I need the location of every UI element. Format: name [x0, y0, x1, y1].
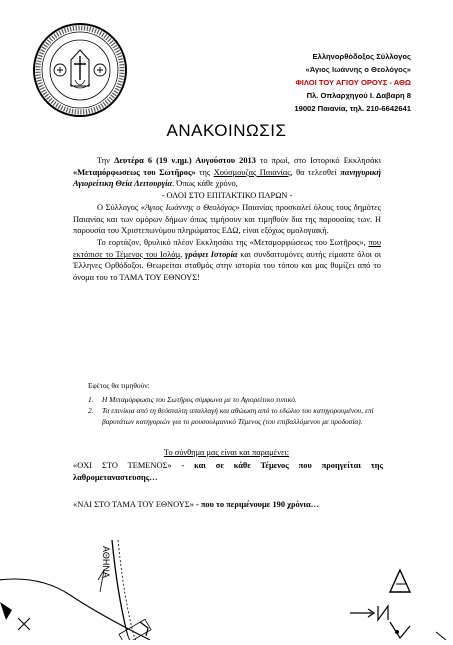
list-item — [88, 394, 388, 405]
map-label-athens: ΑΘΗΝΑ — [101, 546, 111, 578]
history-emphasis: γράφει Ιστορία — [184, 249, 238, 259]
text: της — [195, 167, 214, 177]
honors-list — [88, 380, 388, 427]
text: , — [180, 249, 185, 259]
paragraph-3 — [73, 237, 381, 284]
announcement-body — [73, 155, 381, 284]
text: , θα τελεσθεί — [290, 167, 341, 177]
motto-no-text: - και σε κάθε Τέμενος που προηγείται της λαθρομεταναστευσης… — [73, 461, 383, 482]
list-number: 2. — [88, 406, 94, 415]
map-sketch-icon — [0, 540, 453, 640]
org-patron: «Άγιος Ιωάννης ο Θεολόγος» — [305, 65, 411, 74]
text: » Παιανίας προσκαλεί όλους τους δημότες Παιανίας και των ομόρων δήμων όπως τιμήσουν και τιμηθούν δια της παρουσίας των. Η παρουσία του Χριστεπωνύμου πληρώματος ΕΔΩ, είναι εξόχως ομολογιακή. — [73, 202, 381, 236]
text: το πρωί, στο Ιστορικό Εκκλησάκι — [255, 156, 381, 165]
text: Ο Σύλλογος « — [97, 202, 145, 212]
list-text: Τα επινίκια από τη θεόσταλτη απαλλαγή και αθώωση από το εδώλιο του κατηγορουμένου, επί βαρυτάτων κατηγοριών για το μουσουλμανικό Τέμενος (του επιβαλλόμενου με προδοσία). — [102, 406, 374, 426]
motto-no-quote: «ΟΧΙ ΣΤΟ ΤΕΜΕΝΟΣ» — [73, 461, 172, 470]
attendance-slogan: - ΟΛΟΙ ΣΤΟ ΕΠΙΤΑΚΤΙΚΟ ΠΑΡΩΝ - — [161, 191, 293, 201]
motto-yes-text: - που το περιμένουμε 190 χρόνια… — [193, 500, 320, 509]
text: Το εορτάζον, θρυλικό πλέον Εκκλησάκι της «Μεταμορφώσεως του Σωτῆρος», — [97, 237, 369, 247]
list-number: 1. — [88, 395, 94, 404]
motto-no — [73, 460, 383, 483]
paragraph-1 — [73, 155, 381, 190]
location: Χούσμουζας Παιανίας — [213, 167, 291, 177]
association-name: Άγιος Ιωάννης ο Θεολόγος — [145, 202, 236, 212]
organization-header — [171, 50, 411, 115]
monastery-seal-icon — [26, 20, 134, 120]
list-header: Εφέτος θα τιμηθούν: — [88, 381, 150, 390]
page-title: ΑΝΑΚΟΙΝΩΣΙΣ — [166, 121, 287, 140]
motto-yes — [73, 499, 383, 511]
org-address: Πλ. Οπλαρχηγού Ι. Δαβαρη 8 — [306, 91, 411, 100]
org-name: Ελληνορθόδοξος Σύλλογος — [312, 52, 411, 61]
historical-note: που εκτόπισε το Τέμενος του Ισλάμ — [73, 237, 381, 259]
list-item — [88, 405, 388, 427]
event-date: Δευτέρα 6 (19 ν.ημ.) Αυγούστου 2013 — [114, 156, 256, 165]
org-postcode-phone: 19002 Παιανία, τηλ. 210-6642641 — [294, 104, 411, 113]
motto-yes-quote: «ΝΑΙ ΣΤΟ ΤΑΜΑ ΤΟΥ ΕΘΝΟΥΣ» — [73, 500, 194, 509]
list-text: Η Μεταμόρφωσις του Σωτῆρος σύμφωνα με το Αγιορείτικο τυπικό. — [102, 395, 297, 404]
liturgy-name: πανηγυρική Αγιορείτικη Θεία Λειτουργία — [73, 167, 382, 189]
org-subtitle: ΦΙΛΟΙ ΤΟΥ ΑΓΙΟΥ ΟΡΟΥΣ - ΑΘΩ — [295, 78, 411, 87]
church-name: «Μεταμόρφωσεως του Σωτῆρος» — [73, 167, 196, 177]
text: και συνδαιτυμόνες αυτής είμαστε όλοι οι Έλληνες Ορθόδοξοι. Θεωρείται σταθμός στην ιστορία του τόπου και μας θυμίζει από το όνομα του το ΤΑΜΑ ΤΟΥ ΕΘΝΟΥΣ! — [73, 249, 381, 283]
paragraph-2 — [73, 202, 381, 237]
text: . Όπως κάθε χρόνο, — [172, 179, 238, 189]
text: Την — [97, 156, 115, 165]
motto-heading: Το σύνθημα μας είναι και παραμένει: — [163, 448, 290, 457]
